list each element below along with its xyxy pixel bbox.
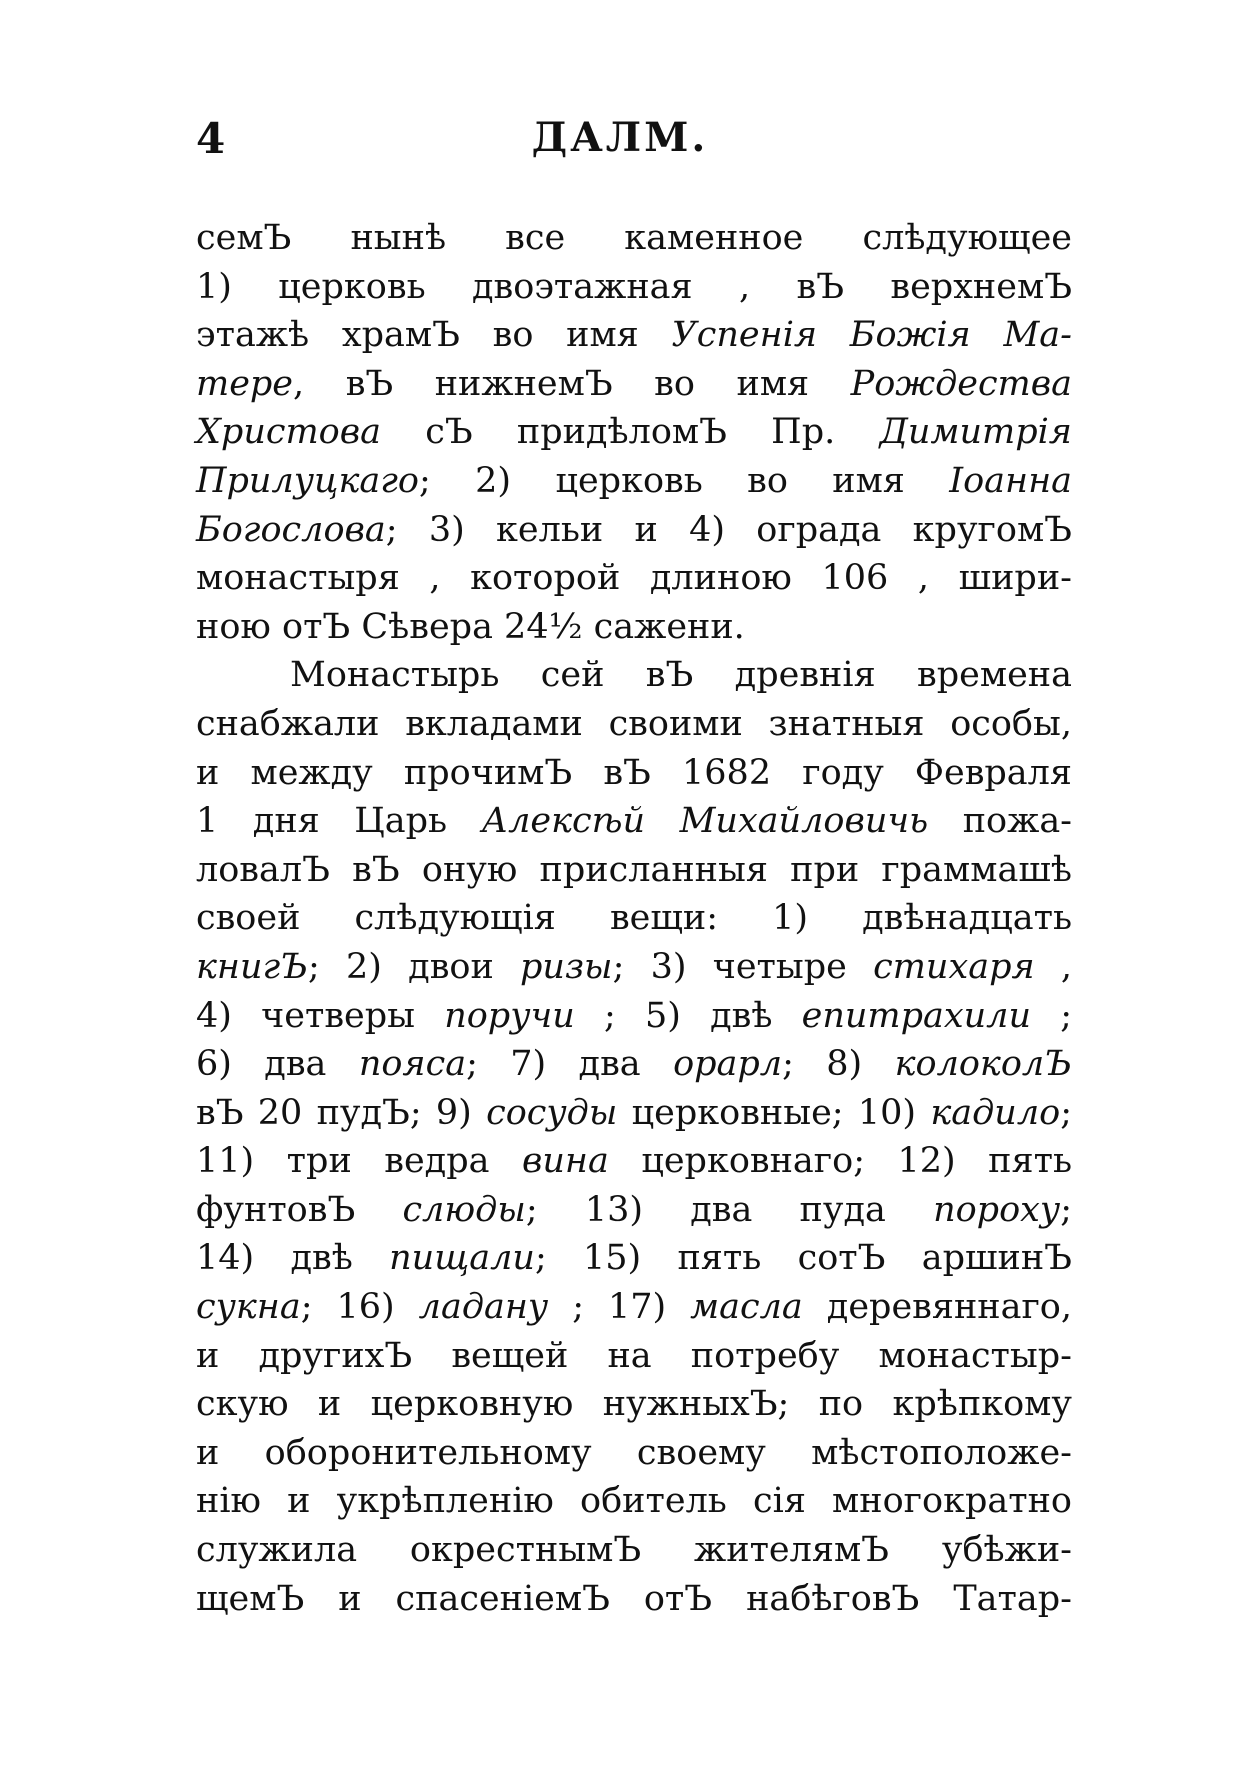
italic-text: поручи [444,995,575,1036]
text-line [196,408,1072,457]
italic-text: стихаря [873,946,1035,987]
text-segment: фунтовЪ [196,1189,403,1230]
body-text [196,214,1072,1623]
text-segment: 14) двѣ [196,1238,390,1279]
italic-text: Димитрія [879,412,1072,453]
text-segment: снабжали вкладами своими знатныя особы, [196,703,1072,744]
italic-text: колоколЪ [894,1044,1072,1085]
text-line [196,1575,1072,1624]
text-segment: сЪ придѣломЪ Пр. [380,412,880,453]
italic-text: Богослова [196,509,386,550]
italic-text: пороху [933,1189,1061,1230]
text-line [196,1526,1072,1575]
running-head: ДАЛМ. [531,114,709,161]
italic-text: Іоанна [949,460,1072,501]
text-line [196,1477,1072,1526]
italic-text: тере [196,363,294,404]
italic-text: Христова [196,412,381,453]
text-segment: ловалЪ вЪ оную присланныя при граммашѣ [196,849,1072,890]
text-segment: и другихЪ вещей на потребу монастыр- [196,1335,1072,1376]
italic-text: орарл [673,1044,783,1085]
text-segment: ; [1060,1189,1072,1230]
text-line [196,651,1072,700]
text-segment: ; 3) кельи и 4) ограда кругомЪ [385,509,1072,550]
text-line [196,749,1072,798]
italic-text: Алексѣй Михайловичь [481,801,929,842]
text-line [196,700,1072,749]
text-line [196,1089,1072,1138]
text-segment: , вЪ нижнемЪ во имя [293,363,851,404]
text-line [196,214,1072,263]
italic-text: Рождества [850,363,1072,404]
text-segment: щемЪ и спасеніемЪ отЪ набѣговЪ Татар- [196,1578,1072,1619]
text-segment: ; 15) пять сотЪ аршинЪ [534,1238,1072,1279]
italic-text: пояса [358,1044,467,1085]
text-segment: ною отЪ Сѣвера 24½ сажени. [196,606,745,647]
text-segment: ; 2) двои [308,946,521,987]
text-segment: 6) два [196,1044,359,1085]
text-segment: этажѣ храмЪ во имя [196,315,672,356]
text-segment: монастыря , которой длиною 106 , шири- [196,558,1072,599]
text-line [196,846,1072,895]
text-line [196,1332,1072,1381]
italic-text: пищали [389,1238,535,1279]
text-line [196,1137,1072,1186]
text-segment: семЪ нынѣ все каменное слѣдующее [196,218,1072,258]
text-segment: ; 7) два [466,1044,674,1085]
italic-text: вина [522,1141,609,1182]
italic-text: масла [690,1287,803,1328]
text-segment: служила окрестнымЪ жителямЪ убѣжи- [196,1530,1072,1571]
text-line [196,506,1072,555]
text-segment: вЪ 20 пудЪ; 9) [196,1092,487,1133]
text-segment: нію и укрѣпленію обитель сія многократно [196,1481,1072,1522]
text-segment: ; 16) [300,1287,419,1328]
text-line [196,457,1072,506]
text-segment: 1) церковь двоэтажная , вЪ верхнемЪ [196,266,1072,307]
text-line [196,554,1072,603]
text-segment: ; [1060,1092,1072,1133]
text-segment: , [1034,946,1072,987]
text-segment: ; 5) двѣ [574,995,802,1036]
page-number: 4 [196,114,226,163]
text-segment: ; 2) церковь во имя [419,460,950,501]
text-segment: 1 дня Царь [196,801,482,842]
text-segment: ; 17) [548,1287,691,1328]
text-line [196,894,1072,943]
text-line [196,1380,1072,1429]
text-segment: ; [1031,995,1072,1036]
text-line [196,311,1072,360]
paragraph [196,651,1072,1623]
text-segment: скую и церковную нужныхЪ; по крѣпкому [196,1384,1072,1425]
text-segment: пожа- [928,801,1073,842]
text-line [196,943,1072,992]
text-segment: церковнаго; 12) пять [608,1141,1072,1182]
italic-text: ризы [520,946,613,987]
text-line [196,263,1072,312]
text-line [196,1429,1072,1478]
text-line [196,797,1072,846]
italic-text: слюды [402,1189,526,1230]
italic-text: сосуды [486,1092,618,1133]
text-segment: своей слѣдующія вещи: 1) двѣнадцать [196,898,1072,939]
italic-text: книгЪ [196,946,308,987]
text-line [196,603,1072,652]
text-line [196,992,1072,1041]
italic-text: Успенія Божія Ма- [671,315,1072,356]
text-segment: Монастырь сей вЪ древнія времена [290,655,1072,696]
text-line [196,1186,1072,1235]
text-line [196,1283,1072,1332]
text-segment: ; 13) два пуда [525,1189,934,1230]
text-line [196,360,1072,409]
text-line [196,1234,1072,1283]
text-segment: и между прочимЪ вЪ 1682 году Февраля [196,752,1072,793]
italic-text: кадило [930,1092,1061,1133]
text-segment: и оборонительному своему мѣстоположе- [196,1432,1072,1473]
italic-text: епитрахили [801,995,1032,1036]
italic-text: сукна [196,1287,301,1328]
italic-text: Прилуцкаго [196,460,420,501]
text-segment: ; 3) четыре [612,946,874,987]
text-segment: деревяннаго, [802,1287,1072,1328]
paragraph [196,214,1072,651]
italic-text: ладану [418,1287,549,1328]
text-segment: ; 8) [782,1044,895,1085]
text-segment: 4) четверы [196,995,445,1036]
text-line [196,1040,1072,1089]
text-segment: церковные; 10) [617,1092,931,1133]
text-segment: 11) три ведра [196,1141,522,1182]
